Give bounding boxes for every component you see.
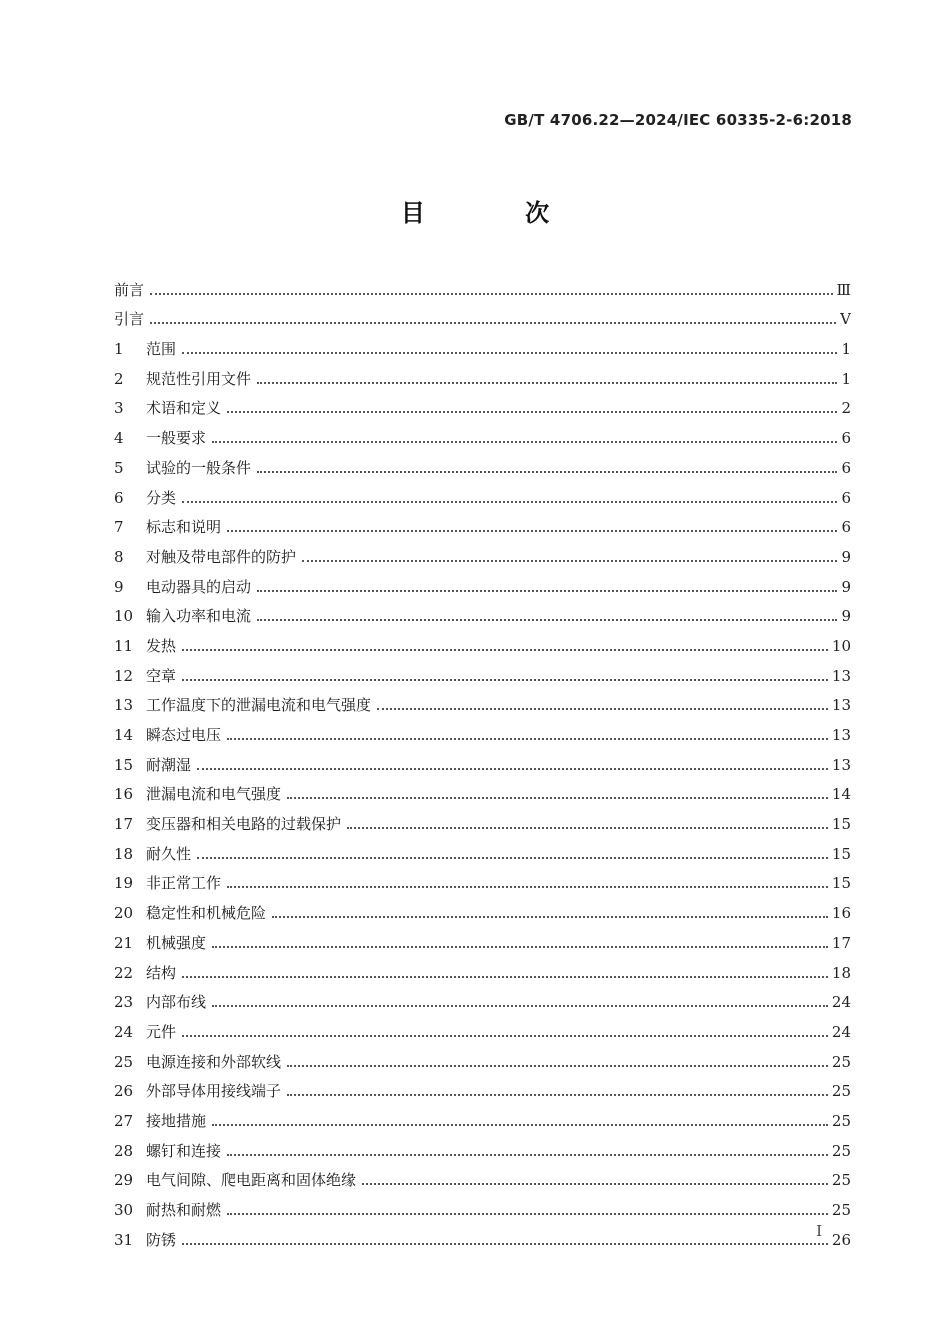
toc-entry[interactable] xyxy=(114,388,851,418)
toc-entry-label: 电气间隙、爬电距离和固体绝缘 xyxy=(146,1171,357,1190)
toc-entry-number: 1 xyxy=(114,340,124,359)
toc-entry-page: 13 xyxy=(831,726,851,744)
toc-entry-label: 内部布线 xyxy=(146,993,207,1012)
toc-leader-dots xyxy=(150,293,833,295)
toc-leader-dots xyxy=(197,857,828,859)
toc-entry-page: 13 xyxy=(831,696,851,715)
toc-entry-label: 输入功率和电流 xyxy=(146,607,252,626)
toc-entry-number: 6 xyxy=(114,488,124,507)
toc-entry-label: 标志和说明 xyxy=(146,518,222,537)
toc-entry-label: 机械强度 xyxy=(146,933,207,952)
toc-entry-page: 6 xyxy=(841,488,851,507)
toc-entry[interactable] xyxy=(114,447,851,477)
toc-entry-number: 18 xyxy=(114,844,134,863)
toc-entry[interactable] xyxy=(114,566,851,596)
toc-entry-label: 螺钉和连接 xyxy=(146,1141,222,1160)
toc-entry[interactable] xyxy=(114,952,851,982)
toc-entry-page: 15 xyxy=(831,815,851,834)
toc-entry-page: 6 xyxy=(841,518,851,537)
toc-entry[interactable] xyxy=(114,417,851,447)
toc-entry[interactable] xyxy=(114,1160,851,1190)
toc-entry-number: 25 xyxy=(114,1052,134,1071)
toc-leader-dots xyxy=(212,1005,828,1007)
toc-entry-number: 17 xyxy=(114,815,134,834)
table-of-contents xyxy=(114,269,851,1249)
toc-entry-label: 工作温度下的泄漏电流和电气强度 xyxy=(146,696,372,715)
toc-entry-page: 2 xyxy=(841,399,851,418)
toc-entry-page: 25 xyxy=(831,1082,851,1101)
toc-entry[interactable] xyxy=(114,774,851,804)
toc-entry-label: 耐久性 xyxy=(146,844,192,863)
toc-leader-dots xyxy=(377,708,828,710)
toc-entry-number: 14 xyxy=(114,726,134,744)
toc-entry[interactable] xyxy=(114,1041,851,1071)
toc-leader-dots xyxy=(287,1065,828,1067)
toc-entry-page: 13 xyxy=(831,666,851,685)
toc-leader-dots xyxy=(212,1124,828,1126)
toc-leader-dots xyxy=(287,1094,828,1096)
toc-entry-label: 术语和定义 xyxy=(146,399,222,418)
toc-entry-number: 5 xyxy=(114,458,124,477)
toc-entry-label: 结构 xyxy=(146,963,177,982)
toc-entry[interactable] xyxy=(114,803,851,833)
toc-entry-number: 20 xyxy=(114,904,134,923)
toc-entry-label: 稳定性和机械危险 xyxy=(146,904,267,923)
toc-leader-dots xyxy=(227,1213,828,1215)
toc-entry-label: 发热 xyxy=(146,636,177,655)
toc-entry[interactable] xyxy=(114,922,851,952)
toc-entry-page: 18 xyxy=(831,963,851,982)
toc-entry-page: 14 xyxy=(831,785,851,804)
toc-entry-number: 12 xyxy=(114,666,134,685)
toc-entry-number: 9 xyxy=(114,577,124,596)
toc-entry-label: 泄漏电流和电气强度 xyxy=(146,785,282,804)
page-number: I xyxy=(816,1222,822,1240)
toc-entry-page: 6 xyxy=(841,429,851,448)
toc-entry-number: 31 xyxy=(114,1230,134,1249)
toc-entry[interactable] xyxy=(114,982,851,1012)
standard-code-header: GB/T 4706.22—2024/IEC 60335-2-6:2018 xyxy=(504,111,852,129)
toc-entry-page: 9 xyxy=(841,547,851,566)
toc-entry-number: 13 xyxy=(114,696,134,715)
toc-entry-label: 分类 xyxy=(146,488,177,507)
toc-entry-page: 6 xyxy=(841,458,851,477)
toc-entry-label: 规范性引用文件 xyxy=(146,369,252,388)
toc-entry[interactable] xyxy=(114,269,851,299)
toc-entry[interactable] xyxy=(114,299,851,329)
toc-entry[interactable] xyxy=(114,744,851,774)
toc-entry-label: 电动器具的启动 xyxy=(146,577,252,596)
toc-entry[interactable] xyxy=(114,358,851,388)
toc-entry[interactable] xyxy=(114,328,851,358)
toc-entry[interactable] xyxy=(114,833,851,863)
toc-leader-dots xyxy=(212,946,828,948)
toc-entry-page: 1 xyxy=(841,369,851,388)
toc-entry-label: 变压器和相关电路的过载保护 xyxy=(146,815,342,834)
toc-entry-number: 23 xyxy=(114,993,134,1012)
toc-entry[interactable] xyxy=(114,685,851,715)
toc-entry-label: 前言 xyxy=(114,280,145,299)
toc-entry-label: 电源连接和外部软线 xyxy=(146,1052,282,1071)
toc-entry-page: 26 xyxy=(831,1230,851,1249)
toc-entry-page: 24 xyxy=(831,993,851,1012)
toc-entry-number: 29 xyxy=(114,1171,134,1190)
toc-entry[interactable] xyxy=(114,863,851,893)
toc-entry[interactable] xyxy=(114,892,851,922)
toc-entry-page: 25 xyxy=(831,1052,851,1071)
toc-leader-dots xyxy=(182,1035,828,1037)
toc-entry-page: 25 xyxy=(831,1201,851,1219)
toc-entry-number: 3 xyxy=(114,399,124,418)
toc-leader-dots xyxy=(227,530,837,532)
toc-leader-dots xyxy=(182,352,837,354)
toc-leader-dots xyxy=(272,916,828,918)
toc-entry[interactable] xyxy=(114,477,851,507)
toc-leader-dots xyxy=(257,471,837,473)
toc-entry-number: 28 xyxy=(114,1141,134,1160)
toc-entry-page: 17 xyxy=(831,933,851,952)
toc-entry-label: 耐潮湿 xyxy=(146,755,192,774)
toc-leader-dots xyxy=(347,827,828,829)
toc-entry-label: 防锈 xyxy=(146,1230,177,1249)
toc-entry-page: 25 xyxy=(831,1111,851,1130)
toc-entry[interactable] xyxy=(114,1071,851,1101)
toc-entry-page: Ⅴ xyxy=(840,310,851,329)
toc-leader-dots xyxy=(182,501,837,503)
toc-entry[interactable] xyxy=(114,1011,851,1041)
toc-leader-dots xyxy=(182,649,828,651)
toc-entry-number: 21 xyxy=(114,933,134,952)
toc-entry-page: 15 xyxy=(831,844,851,863)
toc-entry-number: 4 xyxy=(114,429,124,448)
toc-entry-page: 9 xyxy=(841,577,851,596)
toc-leader-dots xyxy=(287,797,828,799)
toc-entry[interactable] xyxy=(114,1100,851,1130)
toc-entry-number: 22 xyxy=(114,963,134,982)
toc-entry-label: 对触及带电部件的防护 xyxy=(146,547,297,566)
toc-entry-number: 8 xyxy=(114,547,124,566)
toc-leader-dots xyxy=(182,976,828,978)
toc-leader-dots xyxy=(227,886,828,888)
page-title: 目 次 xyxy=(400,199,596,227)
toc-leader-dots xyxy=(257,590,837,592)
toc-entry[interactable] xyxy=(114,714,851,744)
toc-leader-dots xyxy=(212,441,837,443)
toc-entry[interactable] xyxy=(114,507,851,537)
toc-entry-page: 25 xyxy=(831,1141,851,1160)
toc-entry-label: 瞬态过电压 xyxy=(146,726,222,744)
toc-entry-label: 一般要求 xyxy=(146,429,207,448)
toc-entry-label: 外部导体用接线端子 xyxy=(146,1082,282,1101)
toc-entry-page: 9 xyxy=(841,607,851,626)
toc-entry[interactable] xyxy=(114,536,851,566)
toc-leader-dots xyxy=(182,1243,828,1245)
toc-leader-dots xyxy=(150,322,836,324)
toc-entry-page: 15 xyxy=(831,874,851,893)
toc-entry-number: 24 xyxy=(114,1022,134,1041)
toc-leader-dots xyxy=(257,382,837,384)
toc-entry[interactable] xyxy=(114,1189,851,1219)
toc-entry-number: 26 xyxy=(114,1082,134,1101)
toc-entry-page: 1 xyxy=(841,340,851,359)
toc-entry[interactable] xyxy=(114,596,851,626)
toc-entry[interactable] xyxy=(114,655,851,685)
toc-entry-label: 引言 xyxy=(114,310,145,329)
toc-leader-dots xyxy=(227,738,828,740)
toc-entry-number: 2 xyxy=(114,369,124,388)
toc-entry-page: 25 xyxy=(831,1171,851,1190)
toc-entry-number: 7 xyxy=(114,518,124,537)
toc-leader-dots xyxy=(257,619,837,621)
toc-leader-dots xyxy=(227,1154,828,1156)
toc-entry-label: 空章 xyxy=(146,666,177,685)
toc-entry-number: 27 xyxy=(114,1111,134,1130)
toc-leader-dots xyxy=(362,1183,828,1185)
toc-entry-number: 15 xyxy=(114,755,134,774)
toc-leader-dots xyxy=(302,560,837,562)
toc-entry-number: 19 xyxy=(114,874,134,893)
toc-entry-number: 11 xyxy=(114,636,134,655)
toc-entry[interactable] xyxy=(114,1219,851,1249)
toc-entry-label: 元件 xyxy=(146,1022,177,1041)
toc-entry-page: 24 xyxy=(831,1022,851,1041)
toc-entry-number: 10 xyxy=(114,607,134,626)
toc-entry-page: 13 xyxy=(831,755,851,774)
toc-leader-dots xyxy=(227,411,837,413)
toc-entry-number: 30 xyxy=(114,1201,134,1219)
toc-entry-label: 范围 xyxy=(146,340,177,359)
toc-leader-dots xyxy=(197,768,828,770)
toc-entry-page: Ⅲ xyxy=(836,280,851,299)
toc-entry-label: 接地措施 xyxy=(146,1111,207,1130)
toc-entry-label: 试验的一般条件 xyxy=(146,458,252,477)
toc-entry-page: 10 xyxy=(831,636,851,655)
toc-entry-number: 16 xyxy=(114,785,134,804)
toc-entry-page: 16 xyxy=(831,904,851,923)
toc-entry-label: 非正常工作 xyxy=(146,874,222,893)
toc-entry-label: 耐热和耐燃 xyxy=(146,1201,222,1219)
toc-leader-dots xyxy=(182,679,828,681)
toc-entry[interactable] xyxy=(114,1130,851,1160)
toc-entry[interactable] xyxy=(114,625,851,655)
